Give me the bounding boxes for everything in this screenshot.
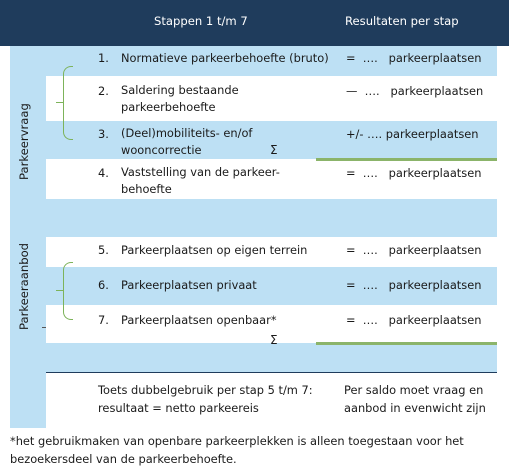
sigma-symbol: Σ <box>270 333 278 347</box>
step-number: 5. <box>98 243 109 257</box>
step-text-line1: (Deel)mobiliteits- en/of <box>121 126 253 140</box>
bracket-tick <box>56 102 64 103</box>
sigma-symbol: Σ <box>270 143 278 157</box>
bracket-parkeervraag <box>63 66 73 140</box>
footnote-line2: bezoekersdeel van de parkeerbehoefte. <box>10 452 237 466</box>
step-text-line2: parkeerbehoefte <box>121 100 216 114</box>
sum-line <box>316 158 497 161</box>
step-text-line2: behoefte <box>121 182 172 196</box>
step-result: = …. parkeerplaatsen <box>346 243 482 257</box>
step-text: Parkeerplaatsen openbaar* <box>121 313 277 327</box>
footnote-line1: *het gebruikmaken van openbare parkeerplekken is alleen toegestaan voor het <box>10 434 464 448</box>
step-number: 6. <box>98 278 109 292</box>
step-result: — …. parkeerplaatsen <box>346 84 484 98</box>
row-bg-sum <box>46 343 497 372</box>
toets-result-line1: Per saldo moet vraag en <box>344 383 484 397</box>
step-text: Parkeerplaatsen op eigen terrein <box>121 243 308 257</box>
header-steps-title: Stappen 1 t/m 7 <box>154 14 248 28</box>
header-results-title: Resultaten per stap <box>345 14 459 28</box>
step-text-line1: Saldering bestaande <box>121 83 239 97</box>
step-text-line2: wooncorrectie <box>121 143 202 157</box>
step-number: 3. <box>98 127 109 141</box>
table-header <box>0 0 509 46</box>
toets-description <box>98 381 313 417</box>
step-number: 4. <box>98 166 109 180</box>
bracket-tick <box>56 290 64 291</box>
toets-line2: resultaat = netto parkeereis <box>98 401 259 415</box>
step-text-line1: Vaststelling van de parkeer- <box>121 165 280 179</box>
row-bg-2 <box>46 76 497 121</box>
toets-line1: Toets dubbelgebruik per stap 5 t/m 7: <box>98 383 313 397</box>
toets-row <box>46 372 497 428</box>
step-result: = …. parkeerplaatsen <box>346 166 482 180</box>
footnote <box>10 432 505 468</box>
side-label-parkeeraanbod: Parkeeraanbod <box>17 242 31 330</box>
step-number: 1. <box>98 51 109 65</box>
step-number: 2. <box>98 84 109 98</box>
step-result: = …. parkeerplaatsen <box>346 51 482 65</box>
step-result: +/- …. parkeerplaatsen <box>346 127 479 141</box>
step-text: Normatieve parkeerbehoefte (bruto) <box>121 51 329 65</box>
column-divider <box>336 373 337 429</box>
step-result: = …. parkeerplaatsen <box>346 313 482 327</box>
step-result: = …. parkeerplaatsen <box>346 278 482 292</box>
bracket-parkeeraanbod <box>63 262 73 320</box>
sum-line <box>316 342 497 345</box>
side-label-parkeervraag: Parkeervraag <box>17 103 31 180</box>
step-number: 7. <box>98 313 109 327</box>
step-text: Parkeerplaatsen privaat <box>121 278 257 292</box>
toets-result-line2: aanbod in evenwicht zijn <box>344 401 486 415</box>
toets-result <box>344 381 486 417</box>
row-bg-spacer <box>46 199 497 237</box>
